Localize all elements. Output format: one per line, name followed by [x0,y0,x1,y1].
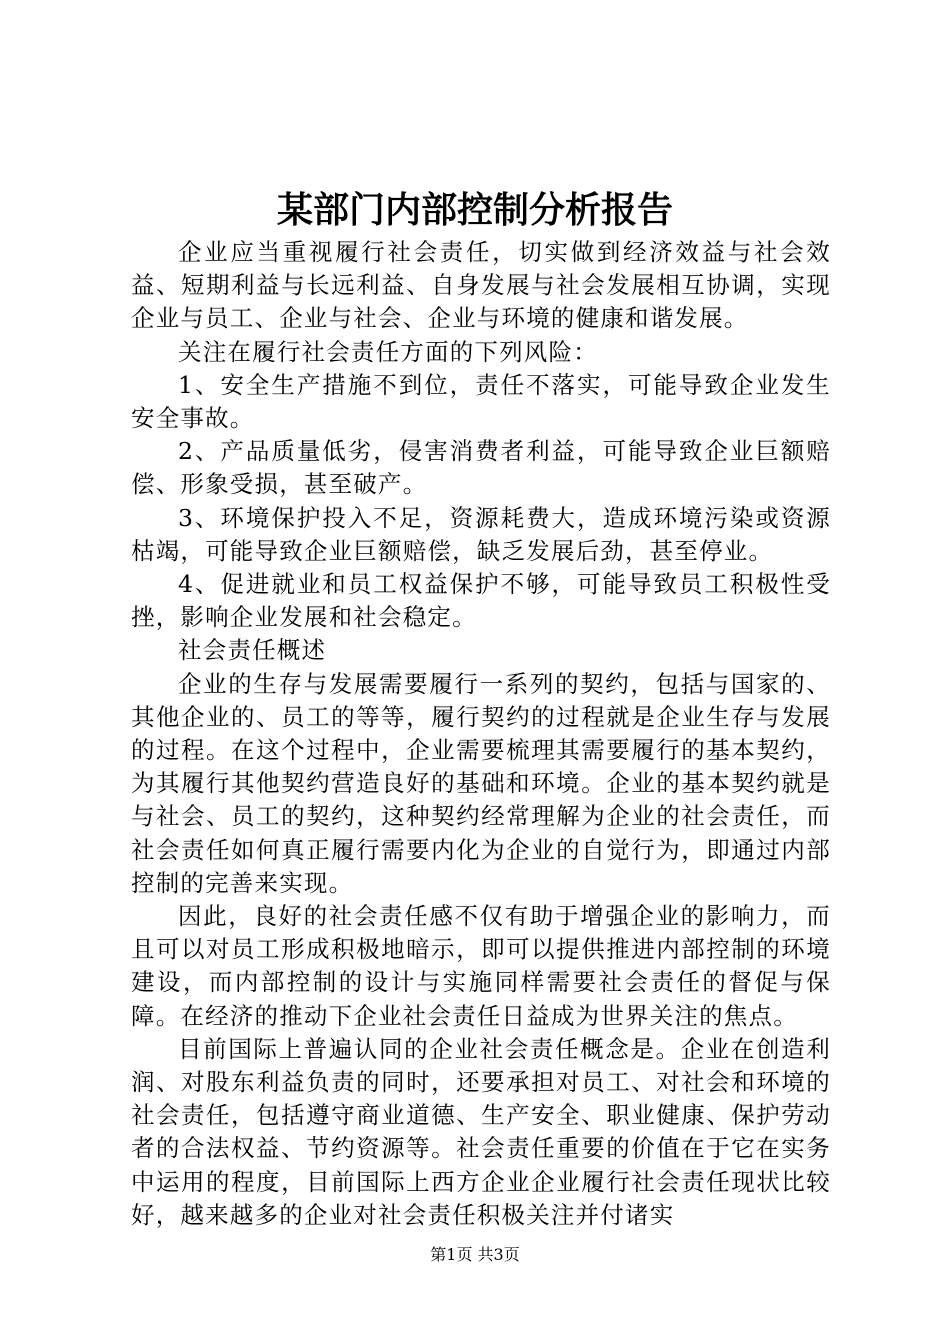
page-footer: 第1页 共3页 [430,1245,520,1264]
paragraph: 企业的生存与发展需要履行一系列的契约，包括与国家的、其他企业的、员工的等等，履行契约的过程就是企业生存与发展的过程。在这个过程中，企业需要梳理其需要履行的基本契约，为其履行其他契约营造良好的基础和环境。企业的基本契约就是与社会、员工的契约，这种契约经常理解为企业的社会责任，而社会责任如何真正履行需要内化为企业的自觉行为，即通过内部控制的完善来实现。 [131,669,831,897]
paragraph: 企业应当重视履行社会责任，切实做到经济效益与社会效益、短期利益与长远利益、自身发展与社会发展相互协调，实现企业与员工、企业与社会、企业与环境的健康和谐发展。 [131,238,831,333]
paragraph: 因此，良好的社会责任感不仅有助于增强企业的影响力，而且可以对员工形成积极地暗示，即可以提供推进内部控制的环境建设，而内部控制的设计与实施同样需要社会责任的督促与保障。在经济的推动下企业社会责任日益成为世界关注的焦点。 [131,902,831,1030]
document-body [131,236,831,1232]
document-title: 某部门内部控制分析报告 [276,189,673,231]
paragraph: 关注在履行社会责任方面的下列风险： [178,337,598,366]
paragraph: 4、促进就业和员工权益保护不够，可能导致员工积极性受挫，影响企业发展和社会稳定。 [131,570,831,632]
section-heading: 社会责任概述 [178,636,327,665]
paragraph: 2、产品质量低劣，侵害消费者利益，可能导致企业巨额赔偿、形象受损，甚至破产。 [131,437,831,499]
paragraph: 1、安全生产措施不到位，责任不落实，可能导致企业发生安全事故。 [131,370,831,433]
paragraph: 目前国际上普遍认同的企业社会责任概念是。企业在创造利润、对股东利益负责的同时，还要承担对员工、对社会和环境的社会责任，包括遵守商业道德、生产安全、职业健康、保护劳动者的合法权益、节约资源等。社会责任重要的价值在于它在实务中运用的程度，目前国际上西方企业企业履行社会责任现状比较好，越来越多的企业对社会责任积极关注并付诸实 [131,1034,831,1229]
paragraph: 3、环境保护投入不足，资源耗费大，造成环境污染或资源枯竭，可能导致企业巨额赔偿，缺乏发展后劲，甚至停业。 [131,503,831,565]
